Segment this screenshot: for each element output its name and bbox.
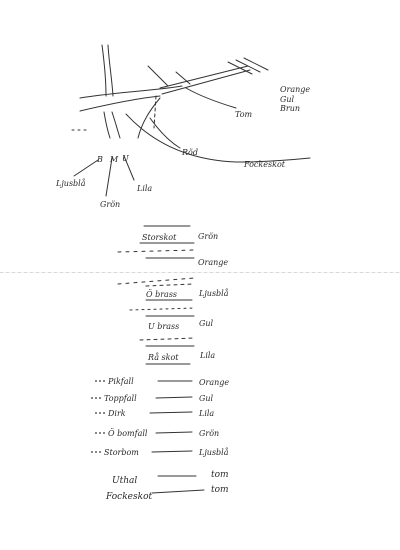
- legend-row-label: Storskot: [142, 233, 177, 242]
- label-rod: Röd: [182, 148, 198, 157]
- legend-dot-rows: [91, 377, 229, 457]
- label-orange: Orange: [280, 85, 311, 94]
- label-u: U: [122, 154, 129, 163]
- label-tom: Tom: [235, 110, 253, 119]
- line-orange: [244, 58, 268, 70]
- label-m: M: [110, 155, 119, 164]
- legend-row-color: Lila: [200, 351, 216, 360]
- sketch-lines: [72, 45, 310, 196]
- sketch-labels: [55, 85, 310, 209]
- legend-dot-color: Lila: [199, 409, 215, 418]
- legend-line-rows: [118, 226, 229, 364]
- legend-dot-label: Toppfall: [104, 394, 137, 403]
- legend-row-color: Gul: [199, 319, 214, 328]
- label-ljusbla: Ljusblå: [56, 179, 86, 188]
- mast-lower-right: [112, 112, 120, 138]
- legend-dashed: [146, 284, 194, 286]
- line-brun: [228, 62, 252, 74]
- legend-dashed: [140, 338, 194, 340]
- mast-line-right: [108, 45, 113, 96]
- legend-dot-label: Dirk: [108, 409, 126, 418]
- legend-dot-color: Ljusblå: [199, 448, 229, 457]
- legend-bottom-line: [152, 490, 204, 493]
- legend-dot-line: [152, 451, 192, 452]
- legend-dashed: [118, 250, 194, 252]
- line-rod-down: [138, 98, 160, 138]
- legend-dot-label: Ö bomfall: [108, 429, 148, 438]
- yard-lower: [162, 70, 250, 94]
- mast-lower-left: [104, 112, 110, 138]
- lead-ljusbla: [74, 160, 98, 176]
- label-gron: Grön: [100, 200, 121, 209]
- line-tom: [186, 88, 236, 108]
- legend-bottom-color: tom: [211, 470, 229, 480]
- legend-bottom-label: Uthal: [112, 476, 138, 486]
- legend-dashed: [118, 278, 194, 284]
- boom-lower: [80, 96, 160, 111]
- legend-row-color: Orange: [198, 258, 229, 267]
- gaff-stub: [148, 66, 168, 86]
- legend-dot-line: [156, 397, 192, 398]
- yard-upper: [160, 66, 248, 88]
- legend-row-color: Grön: [198, 232, 219, 241]
- line-fockeskot: [126, 114, 310, 162]
- label-brun: Brun: [280, 104, 301, 113]
- mast-line-left: [102, 45, 106, 96]
- label-b: B: [97, 155, 103, 164]
- legend-dot-line: [156, 432, 192, 433]
- legend-row-label: Ö brass: [146, 290, 178, 299]
- legend-bottom-label: Fockeskot: [106, 492, 153, 502]
- legend-row-label: U brass: [148, 322, 180, 331]
- legend-dot-color: Grön: [199, 429, 220, 438]
- label-fockeskot: Fockeskot: [244, 160, 285, 169]
- legend-dot-line: [150, 412, 192, 413]
- legend-bottom-rows: [105, 470, 229, 502]
- label-lila: Lila: [137, 184, 153, 193]
- legend-row-label: Rå skot: [148, 353, 179, 362]
- legend-dot-color: Orange: [199, 378, 230, 387]
- label-gul: Gul: [280, 95, 295, 104]
- legend-bottom-color: tom: [211, 485, 229, 495]
- legend-dot-label: Pikfall: [108, 377, 134, 386]
- boom-upper: [80, 86, 182, 98]
- legend-dot-label: Storbom: [104, 448, 139, 457]
- legend-dashed: [130, 308, 194, 310]
- legend-row-color: Ljusblå: [199, 289, 229, 298]
- legend-dot-color: Gul: [199, 394, 214, 403]
